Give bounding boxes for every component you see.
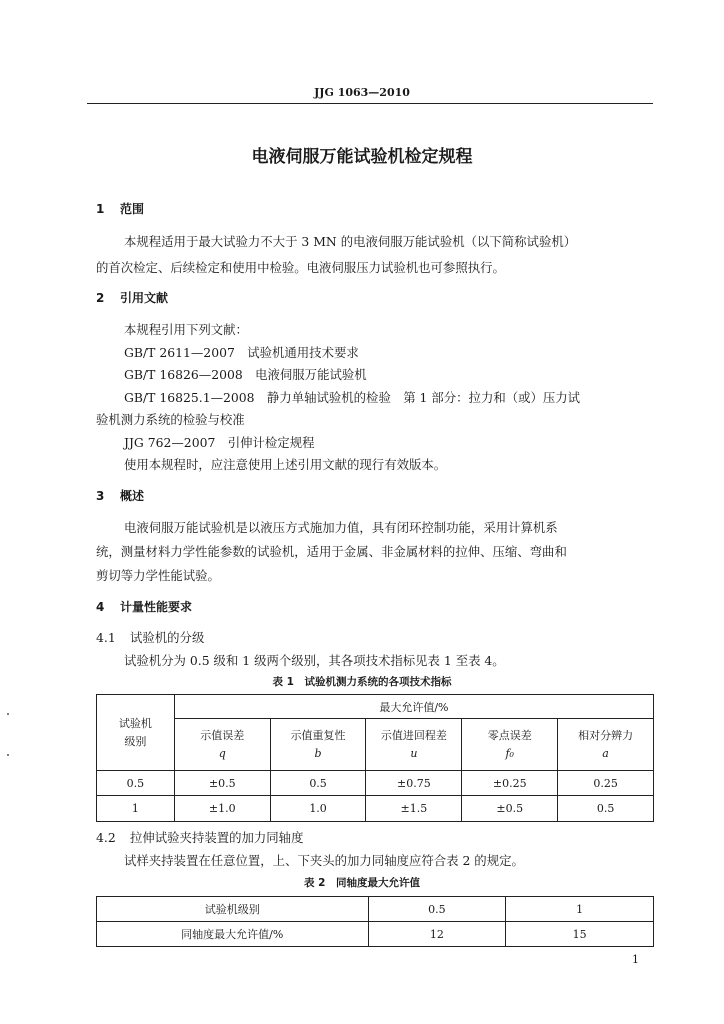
table-1-col-symbol: b xyxy=(314,746,322,760)
table-2-caption: 表 2 同轴度最大允许值 xyxy=(304,877,420,889)
table-2-value-cell: 12 xyxy=(368,922,506,947)
table-1-col-header xyxy=(558,719,654,771)
section-3-line-3: 剪切等力学性能试验。 xyxy=(96,568,220,583)
table-1 xyxy=(96,694,654,822)
table-1-col-header xyxy=(174,719,270,771)
table-1-col-name: 零点误差 xyxy=(487,728,532,742)
section-2-number: 2 xyxy=(96,291,105,305)
reference-4: JJG 762—2007 引伸计检定规程 xyxy=(124,435,315,450)
table-1-value-cell: ±1.5 xyxy=(366,796,462,822)
table-1-value-cell: ±0.75 xyxy=(366,771,462,796)
section-2-intro: 本规程引用下列文献： xyxy=(124,322,248,337)
subsection-4-2-title: 拉伸试验夹持装置的加力同轴度 xyxy=(130,830,304,845)
header-document-code: JJG 1063—2010 xyxy=(314,86,410,99)
page-number: 1 xyxy=(632,953,639,966)
table-1-value-cell: 1.0 xyxy=(270,796,366,822)
subsection-4-2-heading xyxy=(96,828,303,846)
table-1-col-symbol: a xyxy=(602,746,609,760)
table-1-value-cell: 0.25 xyxy=(558,771,654,796)
table-1-col-name: 示值误差 xyxy=(200,728,245,742)
table-1-group-header: 最大允许值/% xyxy=(174,695,653,719)
table-1-col-name: 相对分辨力 xyxy=(578,728,634,742)
reference-3-line-1: GB/T 16825.1—2008 静力单轴试验机的检验 第 1 部分：拉力和（或）压力试 xyxy=(124,390,581,405)
section-3-number: 3 xyxy=(96,489,105,503)
section-3-title: 概述 xyxy=(120,489,145,503)
section-3-line-2: 统，测量材料力学性能参数的试验机，适用于金属、非金属材料的拉伸、压缩、弯曲和 xyxy=(96,544,567,559)
table-2-value-cell: 15 xyxy=(506,922,654,947)
reference-2: GB/T 16826—2008 电液伺服万能试验机 xyxy=(124,367,367,382)
table-1-col-header xyxy=(270,719,366,771)
table-row xyxy=(97,922,654,947)
section-1-title: 范围 xyxy=(120,202,145,216)
subsection-4-1-text: 试验机分为 0.5 级和 1 级两个级别，其各项技术指标见表 1 至表 4。 xyxy=(124,653,505,668)
table-1-value-cell: 0.5 xyxy=(270,771,366,796)
section-1-heading xyxy=(96,200,144,217)
table-1-value-cell: ±0.5 xyxy=(174,771,270,796)
section-3-heading xyxy=(96,487,144,504)
table-row xyxy=(97,897,654,922)
table-1-col-header xyxy=(366,719,462,771)
table-1-value-cell: ±0.5 xyxy=(462,796,558,822)
table-1-col-symbol: q xyxy=(218,746,226,760)
subsection-4-1-title: 试验机的分级 xyxy=(130,630,205,645)
table-2-value-cell: 1 xyxy=(506,897,654,922)
section-2-title: 引用文献 xyxy=(120,291,169,305)
subsection-4-1-heading xyxy=(96,628,204,646)
table-1-col-name: 示值重复性 xyxy=(290,728,346,742)
table-2-label-cell: 试验机级别 xyxy=(97,897,369,922)
table-1-value-cell: ±0.25 xyxy=(462,771,558,796)
table-1-value-cell: 0.5 xyxy=(558,796,654,822)
table-1-col-symbol: u xyxy=(410,746,418,760)
reference-3-line-2: 验机测力系统的检验与校准 xyxy=(96,412,245,427)
table-1-col-header xyxy=(462,719,558,771)
section-1-paragraph-line-2: 的首次检定、后续检定和使用中检验。电液伺服压力试验机也可参照执行。 xyxy=(96,260,505,275)
section-3-line-1: 电液伺服万能试验机是以液压方式施加力值，具有闭环控制功能，采用计算机系 xyxy=(124,520,558,535)
scan-speck xyxy=(7,713,9,715)
table-1-col-symbol: f₀ xyxy=(505,746,514,760)
section-4-number: 4 xyxy=(96,600,105,614)
subsection-4-2-number: 4.2 xyxy=(96,830,116,845)
section-2-note: 使用本规程时，应注意使用上述引用文献的现行有效版本。 xyxy=(124,457,447,472)
header-rule xyxy=(87,103,653,104)
table-1-row-header-line-2: 级别 xyxy=(124,734,147,748)
document-title: 电液伺服万能试验机检定规程 xyxy=(251,147,473,167)
subsection-4-1-number: 4.1 xyxy=(96,630,116,645)
section-4-heading xyxy=(96,598,192,615)
scan-speck xyxy=(7,754,9,756)
table-row xyxy=(97,771,654,796)
table-2-label-cell: 同轴度最大允许值/% xyxy=(97,922,369,947)
table-1-caption: 表 1 试验机测力系统的各项技术指标 xyxy=(272,676,452,688)
section-4-title: 计量性能要求 xyxy=(120,600,193,614)
table-1-grade-cell: 1 xyxy=(97,796,175,822)
table-row xyxy=(97,796,654,822)
table-1-row-header xyxy=(97,695,175,771)
table-2 xyxy=(96,896,654,947)
table-1-col-name: 示值进回程差 xyxy=(380,728,447,742)
section-1-number: 1 xyxy=(96,202,105,216)
table-1-grade-cell: 0.5 xyxy=(97,771,175,796)
section-2-heading xyxy=(96,289,168,306)
table-2-value-cell: 0.5 xyxy=(368,897,506,922)
subsection-4-2-text: 试样夹持装置在任意位置，上、下夹头的加力同轴度应符合表 2 的规定。 xyxy=(124,853,524,868)
section-1-paragraph-line-1: 本规程适用于最大试验力不大于 3 MN 的电液伺服万能试验机（以下简称试验机） xyxy=(124,234,577,249)
reference-1: GB/T 2611—2007 试验机通用技术要求 xyxy=(124,345,359,360)
table-1-value-cell: ±1.0 xyxy=(174,796,270,822)
table-1-row-header-line-1: 试验机 xyxy=(118,716,152,730)
